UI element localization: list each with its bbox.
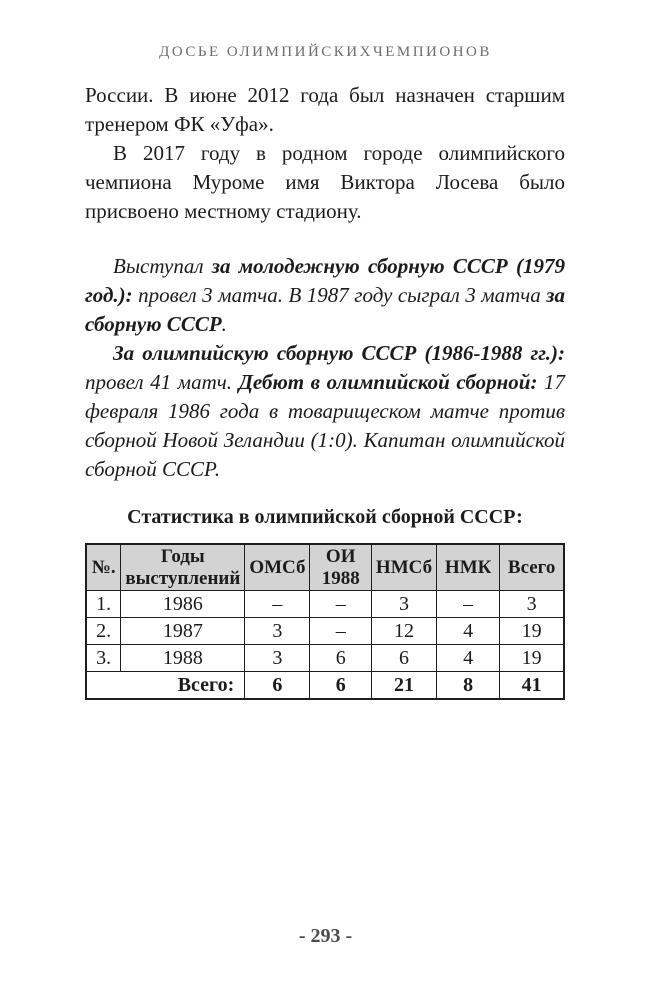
table-cell: 4 bbox=[437, 618, 500, 645]
table-header-cell: Всего bbox=[500, 544, 564, 591]
table-cell: – bbox=[245, 591, 310, 618]
table-total-cell: 21 bbox=[371, 672, 436, 700]
paragraph-continuation: России. В июне 2012 года был назначен старшим тренером ФК «Уфа». bbox=[85, 83, 565, 136]
stats-table bbox=[85, 543, 565, 700]
table-header-cell: Годы выступлений bbox=[121, 544, 245, 591]
table-cell: – bbox=[310, 591, 371, 618]
table-cell: – bbox=[437, 591, 500, 618]
stats-table-body bbox=[86, 591, 564, 700]
table-cell: 6 bbox=[371, 645, 436, 672]
table-header-cell: НМК bbox=[437, 544, 500, 591]
page-content bbox=[85, 81, 565, 700]
paragraph-olympic-team: За олимпийскую сборную СССР (1986-1988 гг.): провел 41 матч. Дебют в олимпийской сборной: 17 февраля 1986 года в товарищеском матче против сборной Новой Зеландии (1:0). Капитан олимпийской сборной СССР. bbox=[85, 341, 565, 481]
table-cell: 3 bbox=[245, 645, 310, 672]
table-cell: 4 bbox=[437, 645, 500, 672]
table-cell: 1986 bbox=[121, 591, 245, 618]
table-cell: 19 bbox=[500, 645, 564, 672]
table-cell: – bbox=[310, 618, 371, 645]
table-header-row bbox=[86, 544, 564, 591]
table-cell: 6 bbox=[310, 645, 371, 672]
table-header-cell: ОМСб bbox=[245, 544, 310, 591]
table-header-cell: №. bbox=[86, 544, 121, 591]
stats-table-head bbox=[86, 544, 564, 591]
stats-table-title: Статистика в олимпийской сборной СССР: bbox=[127, 506, 523, 528]
table-row bbox=[86, 591, 564, 618]
paragraph-stadium: В 2017 году в родном городе олимпийского чемпиона Муроме имя Виктора Лосева было присвоено местному стадиону. bbox=[85, 141, 565, 223]
table-total-cell: 8 bbox=[437, 672, 500, 700]
table-header-cell: НМСб bbox=[371, 544, 436, 591]
table-cell: 3. bbox=[86, 645, 121, 672]
table-total-cell: 41 bbox=[500, 672, 564, 700]
table-cell: 3 bbox=[500, 591, 564, 618]
table-cell: 19 bbox=[500, 618, 564, 645]
table-total-row bbox=[86, 672, 564, 700]
table-row bbox=[86, 618, 564, 645]
table-cell: 1988 bbox=[121, 645, 245, 672]
paragraph-youth-team: Выступал за молодежную сборную СССР (1979 год.): провел 3 матча. В 1987 году сыграл 3 матча за сборную СССР. bbox=[85, 254, 565, 336]
table-total-label: Всего: bbox=[86, 672, 245, 700]
page-number: - 293 - bbox=[298, 925, 353, 947]
running-header: ДОСЬЕ ОЛИМПИЙСКИХЧЕМПИОНОВ bbox=[159, 44, 492, 60]
table-header-cell: ОИ 1988 bbox=[310, 544, 371, 591]
table-cell: 3 bbox=[245, 618, 310, 645]
table-cell: 1987 bbox=[121, 618, 245, 645]
table-total-cell: 6 bbox=[310, 672, 371, 700]
table-total-cell: 6 bbox=[245, 672, 310, 700]
table-cell: 2. bbox=[86, 618, 121, 645]
table-cell: 12 bbox=[371, 618, 436, 645]
table-cell: 1. bbox=[86, 591, 121, 618]
table-cell: 3 bbox=[371, 591, 436, 618]
table-row bbox=[86, 645, 564, 672]
